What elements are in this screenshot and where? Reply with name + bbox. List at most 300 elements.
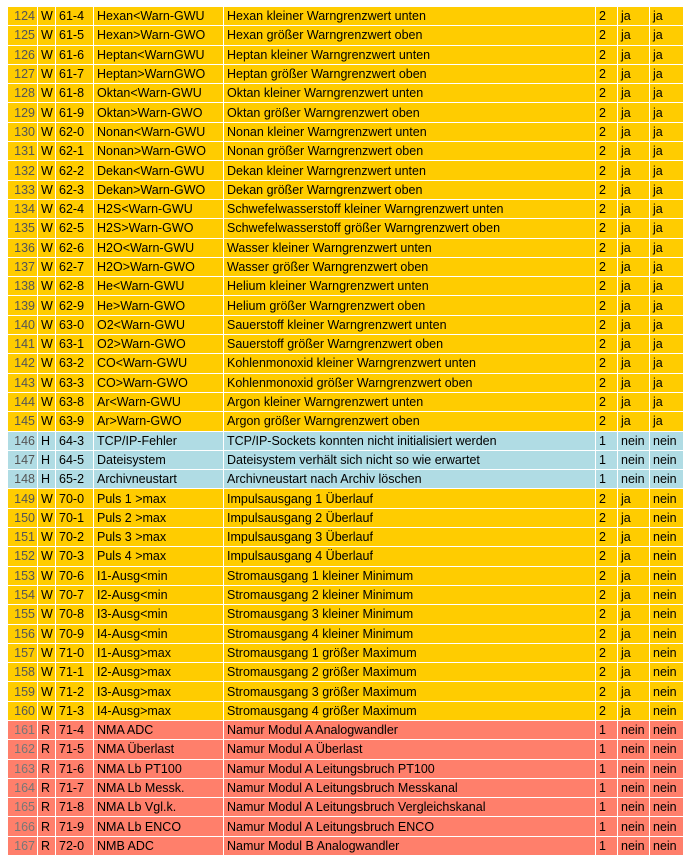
table-row [8, 450, 684, 469]
priority-cell: 1 [596, 740, 618, 759]
flag-b-cell: nein [650, 585, 684, 604]
message-code-cell: 71-3 [56, 701, 94, 720]
row-number-cell: 159 [8, 682, 38, 701]
row-number-cell: 153 [8, 566, 38, 585]
message-code-cell: 64-3 [56, 431, 94, 450]
message-description-cell: Stromausgang 4 kleiner Minimum [224, 624, 596, 643]
message-description-cell: Kohlenmonoxid kleiner Warngrenzwert unten [224, 354, 596, 373]
priority-cell: 1 [596, 759, 618, 778]
priority-cell: 2 [596, 335, 618, 354]
table-row [8, 778, 684, 797]
flag-a-cell: nein [618, 470, 650, 489]
flag-a-cell: ja [618, 7, 650, 26]
message-code-cell: 70-0 [56, 489, 94, 508]
message-type-cell: W [38, 566, 56, 585]
message-code-cell: 70-3 [56, 547, 94, 566]
message-name-cell: TCP/IP-Fehler [94, 431, 224, 450]
flag-b-cell: nein [650, 798, 684, 817]
message-type-cell: W [38, 277, 56, 296]
message-code-cell: 61-4 [56, 7, 94, 26]
flag-a-cell: ja [618, 238, 650, 257]
flag-b-cell: nein [650, 817, 684, 836]
message-code-cell: 62-6 [56, 238, 94, 257]
priority-cell: 2 [596, 161, 618, 180]
message-type-cell: R [38, 798, 56, 817]
flag-b-cell: nein [650, 663, 684, 682]
message-description-cell: Namur Modul A Leitungsbruch Messkanal [224, 778, 596, 797]
message-type-cell: W [38, 219, 56, 238]
table-row [8, 180, 684, 199]
row-number-cell: 160 [8, 701, 38, 720]
message-code-cell: 70-2 [56, 528, 94, 547]
row-number-cell: 156 [8, 624, 38, 643]
flag-a-cell: ja [618, 682, 650, 701]
priority-cell: 2 [596, 528, 618, 547]
message-code-cell: 62-5 [56, 219, 94, 238]
flag-a-cell: ja [618, 296, 650, 315]
table-row [8, 547, 684, 566]
message-type-cell: W [38, 296, 56, 315]
message-name-cell: I1-Ausg>max [94, 643, 224, 662]
message-description-cell: Schwefelwasserstoff kleiner Warngrenzwert unten [224, 199, 596, 218]
table-row [8, 817, 684, 836]
row-number-cell: 152 [8, 547, 38, 566]
table-row [8, 199, 684, 218]
message-type-cell: W [38, 489, 56, 508]
flag-b-cell: nein [650, 489, 684, 508]
message-description-cell: Stromausgang 1 kleiner Minimum [224, 566, 596, 585]
message-code-cell: 62-7 [56, 257, 94, 276]
message-name-cell: Puls 1 >max [94, 489, 224, 508]
row-number-cell: 132 [8, 161, 38, 180]
table-row [8, 335, 684, 354]
flag-b-cell: ja [650, 26, 684, 45]
message-description-cell: TCP/IP-Sockets konnten nicht initialisiert werden [224, 431, 596, 450]
message-code-cell: 71-7 [56, 778, 94, 797]
message-code-cell: 70-8 [56, 605, 94, 624]
flag-a-cell: ja [618, 392, 650, 411]
table-row [8, 759, 684, 778]
message-code-cell: 70-1 [56, 508, 94, 527]
message-description-cell: Kohlenmonoxid größer Warngrenzwert oben [224, 373, 596, 392]
message-name-cell: Nonan>Warn-GWO [94, 142, 224, 161]
message-code-cell: 61-7 [56, 64, 94, 83]
message-type-cell: W [38, 315, 56, 334]
flag-b-cell: nein [650, 740, 684, 759]
priority-cell: 2 [596, 7, 618, 26]
row-number-cell: 142 [8, 354, 38, 373]
table-row [8, 412, 684, 431]
message-type-cell: W [38, 180, 56, 199]
row-number-cell: 143 [8, 373, 38, 392]
row-number-cell: 128 [8, 84, 38, 103]
message-type-cell: R [38, 817, 56, 836]
message-name-cell: Nonan<Warn-GWU [94, 122, 224, 141]
priority-cell: 2 [596, 238, 618, 257]
priority-cell: 2 [596, 566, 618, 585]
message-name-cell: Archivneustart [94, 470, 224, 489]
table-row [8, 373, 684, 392]
message-type-cell: W [38, 373, 56, 392]
flag-b-cell: ja [650, 373, 684, 392]
row-number-cell: 135 [8, 219, 38, 238]
row-number-cell: 148 [8, 470, 38, 489]
message-code-cell: 61-8 [56, 84, 94, 103]
message-name-cell: H2S<Warn-GWU [94, 199, 224, 218]
priority-cell: 1 [596, 778, 618, 797]
table-row [8, 605, 684, 624]
message-code-cell: 62-1 [56, 142, 94, 161]
message-type-cell: W [38, 238, 56, 257]
message-type-cell: W [38, 64, 56, 83]
message-name-cell: CO>Warn-GWO [94, 373, 224, 392]
flag-a-cell: ja [618, 701, 650, 720]
message-description-cell: Helium größer Warngrenzwert oben [224, 296, 596, 315]
row-number-cell: 131 [8, 142, 38, 161]
message-type-cell: W [38, 392, 56, 411]
flag-a-cell: ja [618, 528, 650, 547]
table-row [8, 489, 684, 508]
priority-cell: 2 [596, 199, 618, 218]
table-row [8, 142, 684, 161]
message-code-cell: 63-8 [56, 392, 94, 411]
message-code-cell: 71-8 [56, 798, 94, 817]
priority-cell: 2 [596, 605, 618, 624]
row-number-cell: 161 [8, 720, 38, 739]
flag-a-cell: ja [618, 335, 650, 354]
row-number-cell: 144 [8, 392, 38, 411]
row-number-cell: 136 [8, 238, 38, 257]
flag-b-cell: nein [650, 566, 684, 585]
table-row [8, 701, 684, 720]
table-row [8, 836, 684, 855]
priority-cell: 2 [596, 103, 618, 122]
message-description-cell: Wasser kleiner Warngrenzwert unten [224, 238, 596, 257]
message-code-cell: 63-0 [56, 315, 94, 334]
message-name-cell: O2<Warn-GWU [94, 315, 224, 334]
flag-b-cell: ja [650, 354, 684, 373]
message-code-cell: 71-2 [56, 682, 94, 701]
row-number-cell: 149 [8, 489, 38, 508]
flag-b-cell: ja [650, 277, 684, 296]
message-code-cell: 62-4 [56, 199, 94, 218]
flag-a-cell: ja [618, 84, 650, 103]
message-name-cell: Puls 3 >max [94, 528, 224, 547]
flag-a-cell: ja [618, 412, 650, 431]
flag-a-cell: ja [618, 122, 650, 141]
flag-b-cell: ja [650, 315, 684, 334]
table-row [8, 354, 684, 373]
flag-b-cell: nein [650, 528, 684, 547]
flag-b-cell: ja [650, 257, 684, 276]
flag-b-cell: nein [650, 431, 684, 450]
priority-cell: 2 [596, 663, 618, 682]
message-code-cell: 62-2 [56, 161, 94, 180]
row-number-cell: 165 [8, 798, 38, 817]
row-number-cell: 158 [8, 663, 38, 682]
flag-a-cell: ja [618, 142, 650, 161]
message-code-cell: 63-9 [56, 412, 94, 431]
message-name-cell: Dekan<Warn-GWU [94, 161, 224, 180]
priority-cell: 1 [596, 470, 618, 489]
message-name-cell: CO<Warn-GWU [94, 354, 224, 373]
priority-cell: 2 [596, 315, 618, 334]
message-description-cell: Wasser größer Warngrenzwert oben [224, 257, 596, 276]
message-type-cell: W [38, 701, 56, 720]
table-row [8, 45, 684, 64]
message-name-cell: H2O>Warn-GWO [94, 257, 224, 276]
table-row [8, 257, 684, 276]
message-type-cell: W [38, 412, 56, 431]
table-row [8, 64, 684, 83]
flag-a-cell: nein [618, 759, 650, 778]
message-name-cell: NMA ADC [94, 720, 224, 739]
message-description-cell: Heptan kleiner Warngrenzwert unten [224, 45, 596, 64]
flag-a-cell: nein [618, 817, 650, 836]
flag-a-cell: ja [618, 489, 650, 508]
message-code-cell: 63-3 [56, 373, 94, 392]
message-name-cell: I4-Ausg<min [94, 624, 224, 643]
message-description-cell: Namur Modul A Analogwandler [224, 720, 596, 739]
message-name-cell: NMA Lb ENCO [94, 817, 224, 836]
flag-b-cell: nein [650, 470, 684, 489]
message-name-cell: H2S>Warn-GWO [94, 219, 224, 238]
flag-b-cell: ja [650, 45, 684, 64]
message-table [7, 6, 684, 856]
table-row [8, 84, 684, 103]
message-type-cell: W [38, 122, 56, 141]
flag-b-cell: nein [650, 778, 684, 797]
flag-b-cell: ja [650, 412, 684, 431]
flag-b-cell: ja [650, 103, 684, 122]
table-row [8, 470, 684, 489]
table-row [8, 277, 684, 296]
message-description-cell: Dateisystem verhält sich nicht so wie erwartet [224, 450, 596, 469]
priority-cell: 1 [596, 720, 618, 739]
message-description-cell: Namur Modul A Leitungsbruch Vergleichskanal [224, 798, 596, 817]
priority-cell: 2 [596, 26, 618, 45]
flag-b-cell: nein [650, 759, 684, 778]
message-description-cell: Namur Modul A Überlast [224, 740, 596, 759]
message-code-cell: 70-7 [56, 585, 94, 604]
message-description-cell: Impulsausgang 3 Überlauf [224, 528, 596, 547]
message-type-cell: R [38, 759, 56, 778]
row-number-cell: 137 [8, 257, 38, 276]
message-description-cell: Argon größer Warngrenzwert oben [224, 412, 596, 431]
priority-cell: 2 [596, 392, 618, 411]
priority-cell: 2 [596, 412, 618, 431]
priority-cell: 2 [596, 701, 618, 720]
message-type-cell: W [38, 585, 56, 604]
priority-cell: 2 [596, 508, 618, 527]
priority-cell: 1 [596, 836, 618, 855]
message-description-cell: Namur Modul B Analogwandler [224, 836, 596, 855]
message-name-cell: Ar>Warn-GWO [94, 412, 224, 431]
message-name-cell: Hexan>Warn-GWO [94, 26, 224, 45]
message-description-cell: Stromausgang 3 größer Maximum [224, 682, 596, 701]
message-name-cell: Heptan>WarnGWO [94, 64, 224, 83]
message-type-cell: W [38, 142, 56, 161]
flag-a-cell: nein [618, 798, 650, 817]
message-description-cell: Dekan kleiner Warngrenzwert unten [224, 161, 596, 180]
message-description-cell: Stromausgang 2 kleiner Minimum [224, 585, 596, 604]
row-number-cell: 157 [8, 643, 38, 662]
table-row [8, 624, 684, 643]
message-type-cell: W [38, 26, 56, 45]
priority-cell: 2 [596, 547, 618, 566]
message-description-cell: Stromausgang 3 kleiner Minimum [224, 605, 596, 624]
table-row [8, 161, 684, 180]
message-type-cell: W [38, 45, 56, 64]
message-type-cell: W [38, 103, 56, 122]
row-number-cell: 147 [8, 450, 38, 469]
message-description-cell: Stromausgang 4 größer Maximum [224, 701, 596, 720]
flag-a-cell: nein [618, 836, 650, 855]
priority-cell: 2 [596, 489, 618, 508]
priority-cell: 1 [596, 798, 618, 817]
message-code-cell: 62-9 [56, 296, 94, 315]
priority-cell: 2 [596, 84, 618, 103]
message-type-cell: W [38, 7, 56, 26]
table-row [8, 566, 684, 585]
flag-b-cell: ja [650, 219, 684, 238]
message-type-cell: W [38, 643, 56, 662]
table-row [8, 219, 684, 238]
flag-a-cell: nein [618, 740, 650, 759]
message-type-cell: R [38, 778, 56, 797]
table-row [8, 643, 684, 662]
message-name-cell: I3-Ausg<min [94, 605, 224, 624]
message-name-cell: NMA Lb PT100 [94, 759, 224, 778]
flag-a-cell: ja [618, 161, 650, 180]
message-type-cell: W [38, 682, 56, 701]
flag-b-cell: ja [650, 7, 684, 26]
message-description-cell: Impulsausgang 2 Überlauf [224, 508, 596, 527]
message-name-cell: Hexan<Warn-GWU [94, 7, 224, 26]
message-code-cell: 70-6 [56, 566, 94, 585]
message-code-cell: 72-0 [56, 836, 94, 855]
flag-a-cell: ja [618, 547, 650, 566]
message-name-cell: Dateisystem [94, 450, 224, 469]
row-number-cell: 155 [8, 605, 38, 624]
message-description-cell: Helium kleiner Warngrenzwert unten [224, 277, 596, 296]
message-code-cell: 71-6 [56, 759, 94, 778]
flag-b-cell: nein [650, 508, 684, 527]
row-number-cell: 130 [8, 122, 38, 141]
message-name-cell: I4-Ausg>max [94, 701, 224, 720]
message-type-cell: W [38, 508, 56, 527]
row-number-cell: 134 [8, 199, 38, 218]
row-number-cell: 146 [8, 431, 38, 450]
message-name-cell: NMA Lb Messk. [94, 778, 224, 797]
priority-cell: 2 [596, 277, 618, 296]
priority-cell: 2 [596, 682, 618, 701]
priority-cell: 2 [596, 142, 618, 161]
message-table-body [8, 7, 684, 856]
row-number-cell: 167 [8, 836, 38, 855]
message-description-cell: Stromausgang 2 größer Maximum [224, 663, 596, 682]
flag-a-cell: ja [618, 277, 650, 296]
message-type-cell: H [38, 470, 56, 489]
row-number-cell: 164 [8, 778, 38, 797]
priority-cell: 2 [596, 585, 618, 604]
message-description-cell: Nonan größer Warngrenzwert oben [224, 142, 596, 161]
flag-a-cell: ja [618, 315, 650, 334]
priority-cell: 1 [596, 450, 618, 469]
message-description-cell: Oktan kleiner Warngrenzwert unten [224, 84, 596, 103]
message-description-cell: Stromausgang 1 größer Maximum [224, 643, 596, 662]
message-description-cell: Heptan größer Warngrenzwert oben [224, 64, 596, 83]
flag-a-cell: ja [618, 64, 650, 83]
message-name-cell: Dekan>Warn-GWO [94, 180, 224, 199]
flag-a-cell: ja [618, 643, 650, 662]
message-name-cell: Puls 4 >max [94, 547, 224, 566]
table-row [8, 122, 684, 141]
message-type-cell: W [38, 528, 56, 547]
message-name-cell: He<Warn-GWU [94, 277, 224, 296]
message-name-cell: Oktan>Warn-GWO [94, 103, 224, 122]
table-row [8, 7, 684, 26]
table-row [8, 431, 684, 450]
priority-cell: 2 [596, 45, 618, 64]
flag-b-cell: ja [650, 64, 684, 83]
row-number-cell: 127 [8, 64, 38, 83]
message-code-cell: 63-1 [56, 335, 94, 354]
message-type-cell: W [38, 547, 56, 566]
flag-a-cell: ja [618, 354, 650, 373]
message-description-cell: Namur Modul A Leitungsbruch ENCO [224, 817, 596, 836]
row-number-cell: 154 [8, 585, 38, 604]
table-row [8, 585, 684, 604]
message-code-cell: 71-9 [56, 817, 94, 836]
priority-cell: 2 [596, 373, 618, 392]
flag-b-cell: ja [650, 296, 684, 315]
message-name-cell: I1-Ausg<min [94, 566, 224, 585]
flag-a-cell: ja [618, 257, 650, 276]
message-name-cell: NMA Lb Vgl.k. [94, 798, 224, 817]
flag-b-cell: nein [650, 450, 684, 469]
row-number-cell: 133 [8, 180, 38, 199]
flag-a-cell: ja [618, 199, 650, 218]
message-description-cell: Argon kleiner Warngrenzwert unten [224, 392, 596, 411]
flag-a-cell: nein [618, 450, 650, 469]
message-name-cell: I2-Ausg>max [94, 663, 224, 682]
flag-a-cell: nein [618, 431, 650, 450]
message-code-cell: 64-5 [56, 450, 94, 469]
row-number-cell: 145 [8, 412, 38, 431]
message-code-cell: 62-3 [56, 180, 94, 199]
message-name-cell: Ar<Warn-GWU [94, 392, 224, 411]
message-description-cell: Dekan größer Warngrenzwert oben [224, 180, 596, 199]
priority-cell: 2 [596, 180, 618, 199]
row-number-cell: 150 [8, 508, 38, 527]
message-name-cell: Oktan<Warn-GWU [94, 84, 224, 103]
message-name-cell: I2-Ausg<min [94, 585, 224, 604]
priority-cell: 2 [596, 257, 618, 276]
table-row [8, 296, 684, 315]
flag-b-cell: nein [650, 547, 684, 566]
flag-b-cell: ja [650, 142, 684, 161]
message-type-cell: R [38, 720, 56, 739]
row-number-cell: 126 [8, 45, 38, 64]
flag-b-cell: nein [650, 605, 684, 624]
message-name-cell: O2>Warn-GWO [94, 335, 224, 354]
flag-a-cell: ja [618, 26, 650, 45]
row-number-cell: 163 [8, 759, 38, 778]
message-code-cell: 62-0 [56, 122, 94, 141]
priority-cell: 1 [596, 431, 618, 450]
message-type-cell: R [38, 740, 56, 759]
